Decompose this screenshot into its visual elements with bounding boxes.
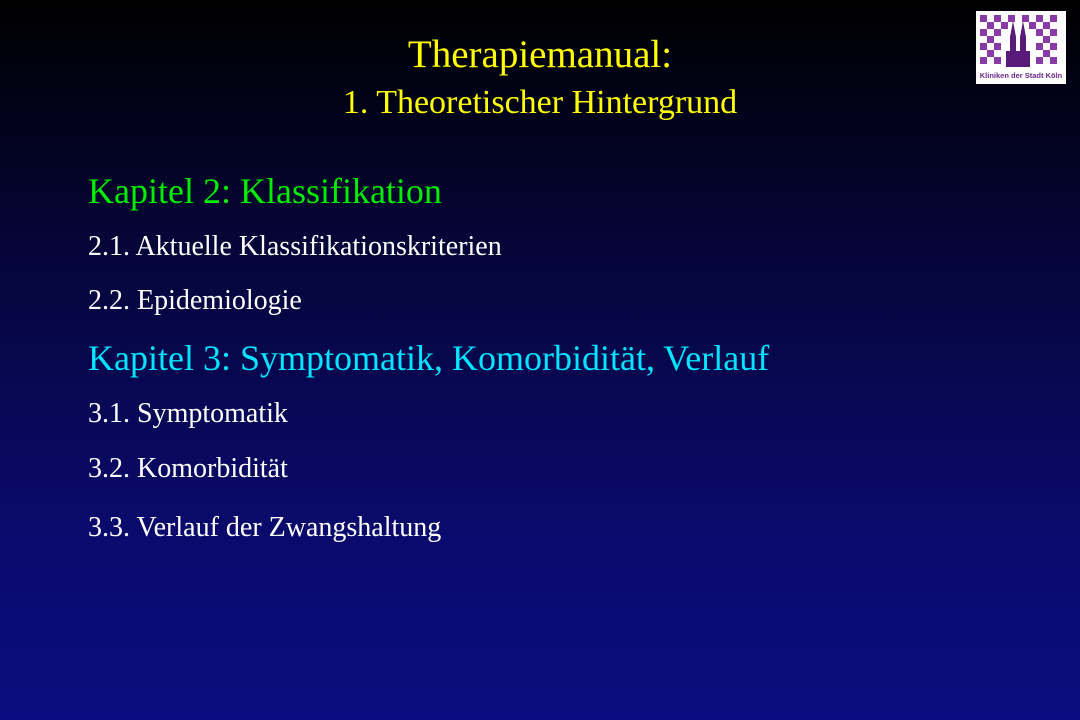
- list-item: 3.3. Verlauf der Zwangshaltung: [88, 512, 442, 543]
- list-item: 2.1. Aktuelle Klassifikationskriterien: [88, 231, 502, 262]
- clinic-logo: [976, 11, 1066, 84]
- cross-cathedral-icon: [976, 11, 1066, 71]
- title-subtitle: 1. Theoretischer Hintergrund: [342, 84, 738, 121]
- slide-title: [0, 32, 1080, 124]
- title-main: Therapiemanual:: [407, 33, 673, 76]
- chapter-2-heading: Kapitel 2: Klassifikation: [88, 171, 442, 211]
- list-item: 3.1. Symptomatik: [88, 398, 288, 429]
- chapter-3-heading: Kapitel 3: Symptomatik, Komorbidität, Verlauf: [88, 338, 770, 378]
- logo-text: Kliniken der Stadt Köln: [979, 71, 1063, 80]
- list-item: 2.2. Epidemiologie: [88, 285, 302, 316]
- list-item: 3.2. Komorbidität: [88, 453, 288, 484]
